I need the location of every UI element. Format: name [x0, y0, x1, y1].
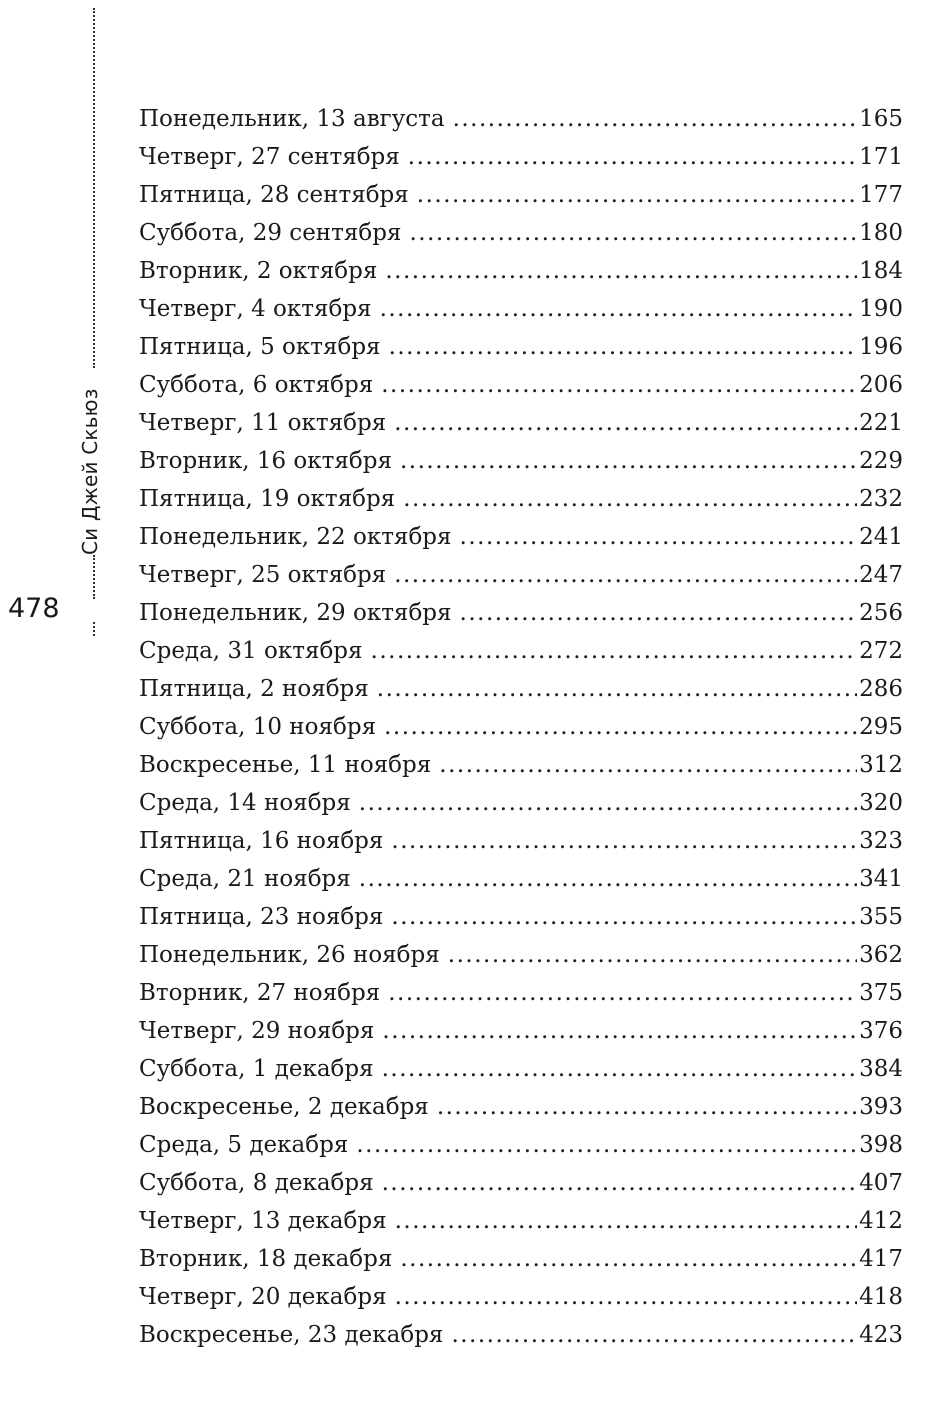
toc-entry-page: 184 [859, 258, 903, 284]
dot-leader [377, 670, 857, 708]
toc-entry [139, 214, 903, 252]
toc-entry-title: Четверг, 4 октября [139, 296, 372, 322]
toc-entry-title: Суббота, 10 ноября [139, 714, 377, 740]
toc-entry-title: Среда, 21 ноября [139, 866, 351, 892]
dot-leader [400, 1240, 857, 1278]
toc-entry-title: Суббота, 6 октября [139, 372, 374, 398]
dot-leader [409, 214, 857, 252]
toc-entry-page: 362 [859, 942, 903, 968]
toc-entry [139, 404, 903, 442]
toc-entry-page: 417 [859, 1246, 903, 1272]
dot-leader [460, 594, 858, 632]
toc-entry [139, 708, 903, 746]
dot-leader [371, 632, 858, 670]
toc-entry-page: 423 [859, 1322, 903, 1348]
page-number: 478 [8, 593, 60, 624]
toc-entry [139, 860, 903, 898]
toc-entry-page: 232 [859, 486, 903, 512]
toc-entry-title: Пятница, 5 октября [139, 334, 381, 360]
toc-entry-page: 247 [859, 562, 903, 588]
toc-entry [139, 328, 903, 366]
dot-leader [381, 366, 857, 404]
dot-leader [395, 1278, 858, 1316]
dot-leader [382, 1012, 857, 1050]
toc-entry-page: 295 [859, 714, 903, 740]
toc-entry [139, 1278, 903, 1316]
toc-entry-page: 407 [859, 1170, 903, 1196]
toc-entry-page: 256 [859, 600, 903, 626]
dot-leader [439, 746, 857, 784]
toc-entry-title: Воскресенье, 23 декабря [139, 1322, 444, 1348]
toc-entry-page: 312 [859, 752, 903, 778]
toc-entry-page: 341 [859, 866, 903, 892]
dot-leader [384, 708, 857, 746]
dot-leader [453, 100, 858, 138]
toc-entry-title: Среда, 14 ноября [139, 790, 351, 816]
toc-entry-page: 206 [859, 372, 903, 398]
toc-entry-page: 320 [859, 790, 903, 816]
toc-entry-title: Воскресенье, 2 декабря [139, 1094, 429, 1120]
toc-entry-title: Пятница, 2 ноября [139, 676, 369, 702]
toc-entry-page: 177 [859, 182, 903, 208]
toc-entry-title: Понедельник, 26 ноября [139, 942, 440, 968]
side-dotted-rule [93, 8, 95, 368]
toc-entry-title: Четверг, 11 октября [139, 410, 387, 436]
toc-entry [139, 1240, 903, 1278]
toc-entry-page: 190 [859, 296, 903, 322]
toc-entry-title: Суббота, 1 декабря [139, 1056, 374, 1082]
toc-entry [139, 290, 903, 328]
toc-entry-page: 171 [859, 144, 903, 170]
toc-entry-page: 375 [859, 980, 903, 1006]
toc-entry-title: Пятница, 19 октября [139, 486, 396, 512]
toc-entry-page: 196 [859, 334, 903, 360]
dot-leader [408, 138, 857, 176]
toc-entry [139, 1316, 903, 1354]
toc-entry [139, 936, 903, 974]
dot-leader [380, 290, 858, 328]
toc-entry [139, 632, 903, 670]
toc-entry-title: Понедельник, 13 августа [139, 106, 445, 132]
toc-entry [139, 822, 903, 860]
toc-entry-title: Вторник, 16 октября [139, 448, 392, 474]
toc-entry [139, 1012, 903, 1050]
toc-entry-title: Вторник, 18 декабря [139, 1246, 393, 1272]
toc-entry-title: Суббота, 29 сентября [139, 220, 402, 246]
toc-entry-title: Понедельник, 22 октября [139, 524, 452, 550]
dot-leader [460, 518, 858, 556]
dot-leader [382, 1164, 857, 1202]
toc-entry-page: 398 [859, 1132, 903, 1158]
dot-leader [391, 822, 857, 860]
dot-leader [451, 1316, 857, 1354]
toc-entry [139, 252, 903, 290]
dot-leader [448, 936, 857, 974]
dot-leader [403, 480, 857, 518]
toc-entry [139, 594, 903, 632]
running-head-author: Си Джей Скьюз [78, 388, 102, 555]
toc-entry-page: 355 [859, 904, 903, 930]
side-dotted-rule [93, 555, 95, 599]
toc-entry-page: 418 [859, 1284, 903, 1310]
toc-entry-page: 286 [859, 676, 903, 702]
toc-entry-page: 384 [859, 1056, 903, 1082]
toc-entry [139, 176, 903, 214]
toc-entry [139, 518, 903, 556]
toc-entry-title: Суббота, 8 декабря [139, 1170, 374, 1196]
toc-entry-title: Среда, 31 октября [139, 638, 363, 664]
toc-entry-title: Пятница, 16 ноября [139, 828, 384, 854]
toc-entry-title: Четверг, 29 ноября [139, 1018, 375, 1044]
toc-entry [139, 974, 903, 1012]
toc-entry-title: Четверг, 20 декабря [139, 1284, 387, 1310]
toc-entry-title: Четверг, 25 октября [139, 562, 387, 588]
toc-entry-title: Пятница, 28 сентября [139, 182, 409, 208]
toc-entry [139, 1050, 903, 1088]
toc-entry-title: Четверг, 27 сентября [139, 144, 400, 170]
toc-entry [139, 442, 903, 480]
side-dotted-rule [93, 622, 95, 636]
toc-entry-page: 376 [859, 1018, 903, 1044]
toc-entry [139, 556, 903, 594]
table-of-contents [139, 100, 903, 1354]
dot-leader [395, 1202, 858, 1240]
dot-leader [382, 1050, 857, 1088]
dot-leader [437, 1088, 857, 1126]
toc-entry [139, 100, 903, 138]
toc-entry-page: 221 [859, 410, 903, 436]
toc-entry [139, 1088, 903, 1126]
toc-entry [139, 366, 903, 404]
toc-entry-page: 393 [859, 1094, 903, 1120]
toc-entry-title: Вторник, 2 октября [139, 258, 378, 284]
toc-entry-title: Среда, 5 декабря [139, 1132, 349, 1158]
toc-entry [139, 480, 903, 518]
dot-leader [388, 974, 857, 1012]
toc-entry [139, 746, 903, 784]
toc-entry [139, 1126, 903, 1164]
toc-entry-page: 241 [859, 524, 903, 550]
toc-entry-title: Воскресенье, 11 ноября [139, 752, 432, 778]
dot-leader [400, 442, 857, 480]
toc-entry-title: Вторник, 27 ноября [139, 980, 381, 1006]
toc-entry-page: 165 [859, 106, 903, 132]
toc-entry [139, 138, 903, 176]
toc-entry [139, 1202, 903, 1240]
dot-leader [385, 252, 857, 290]
toc-entry-page: 180 [859, 220, 903, 246]
toc-entry-title: Пятница, 23 ноября [139, 904, 384, 930]
toc-entry-page: 272 [859, 638, 903, 664]
dot-leader [359, 860, 857, 898]
toc-entry-page: 229 [859, 448, 903, 474]
toc-entry-title: Понедельник, 29 октября [139, 600, 452, 626]
dot-leader [359, 784, 857, 822]
toc-entry [139, 898, 903, 936]
dot-leader [394, 404, 857, 442]
dot-leader [394, 556, 857, 594]
dot-leader [389, 328, 858, 366]
toc-entry-title: Четверг, 13 декабря [139, 1208, 387, 1234]
toc-entry [139, 670, 903, 708]
toc-entry-page: 412 [859, 1208, 903, 1234]
dot-leader [356, 1126, 857, 1164]
toc-entry [139, 1164, 903, 1202]
toc-entry-page: 323 [859, 828, 903, 854]
toc-entry [139, 784, 903, 822]
dot-leader [417, 176, 857, 214]
dot-leader [391, 898, 857, 936]
